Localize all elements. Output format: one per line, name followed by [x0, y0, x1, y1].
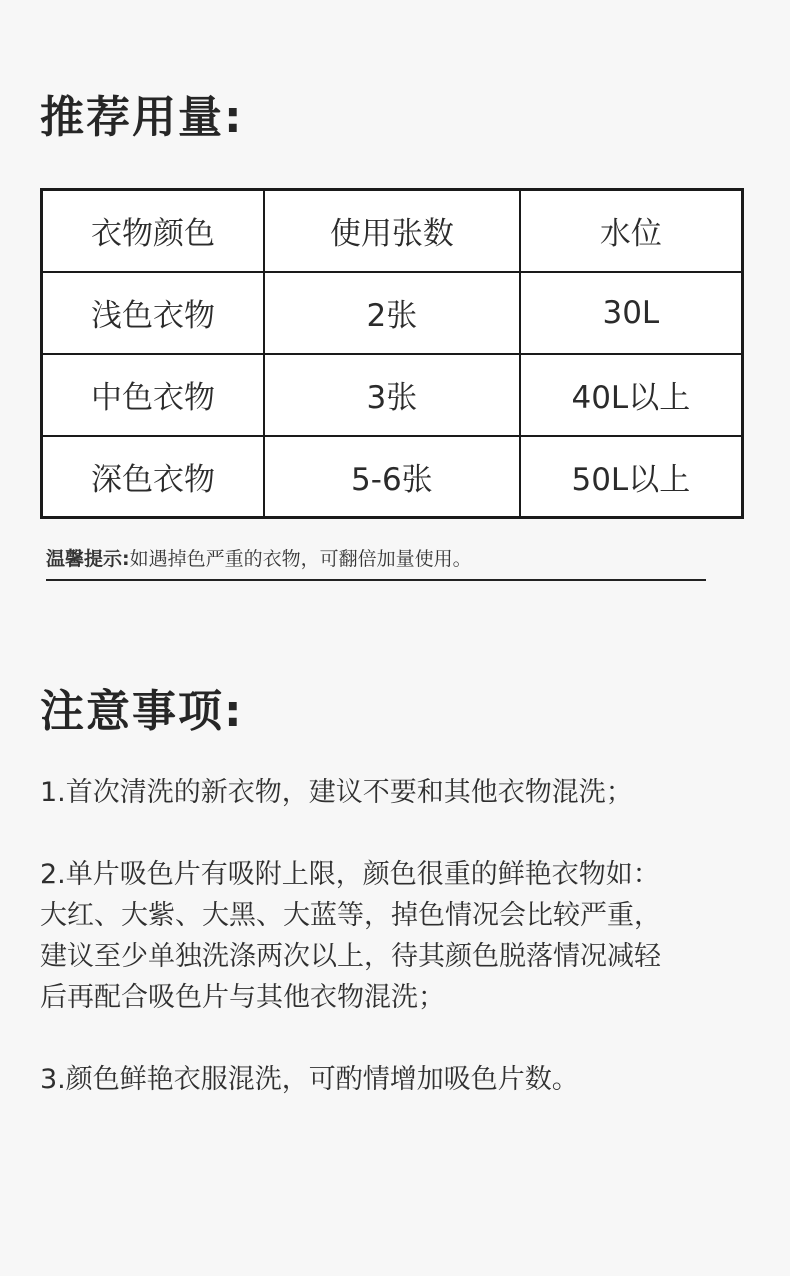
note-line: 建议至少单独洗涤两次以上，待其颜色脱落情况减轻 [40, 941, 661, 972]
list-item [40, 854, 760, 1018]
usage-section-title: 推荐用量: [40, 92, 244, 143]
table-cell: 浅色衣物 [42, 272, 265, 354]
header-cell-water: 水位 [520, 190, 743, 272]
note-line: 2.单片吸色片有吸附上限，颜色很重的鲜艳衣物如： [40, 859, 660, 890]
table-cell: 5-6张 [264, 436, 520, 518]
header-cell-sheets: 使用张数 [264, 190, 520, 272]
table-row [42, 436, 743, 518]
note-line: 1.首次清洗的新衣物，建议不要和其他衣物混洗； [40, 777, 633, 808]
note-line: 3.颜色鲜艳衣服混洗，可酌情增加吸色片数。 [40, 1064, 579, 1095]
note-line: 后再配合吸色片与其他衣物混洗； [40, 982, 445, 1013]
list-item [40, 1059, 760, 1100]
table-cell: 40L以上 [520, 354, 743, 436]
note-line: 大红、大紫、大黑、大蓝等，掉色情况会比较严重， [40, 900, 661, 931]
table-cell: 深色衣物 [42, 436, 265, 518]
table-row [42, 272, 743, 354]
tip-label: 温馨提示: [46, 548, 130, 570]
table-cell: 50L以上 [520, 436, 743, 518]
usage-table [40, 188, 744, 519]
table-cell: 中色衣物 [42, 354, 265, 436]
tip-note [46, 544, 706, 581]
notes-list [40, 772, 760, 1141]
header-cell-color: 衣物颜色 [42, 190, 265, 272]
table-header-row [42, 190, 743, 272]
notes-section-title: 注意事项: [40, 686, 244, 737]
table-cell: 30L [520, 272, 743, 354]
table-cell: 2张 [264, 272, 520, 354]
tip-text: 如遇掉色严重的衣物，可翻倍加量使用。 [129, 548, 472, 570]
table-row [42, 354, 743, 436]
table-cell: 3张 [264, 354, 520, 436]
list-item [40, 772, 760, 813]
